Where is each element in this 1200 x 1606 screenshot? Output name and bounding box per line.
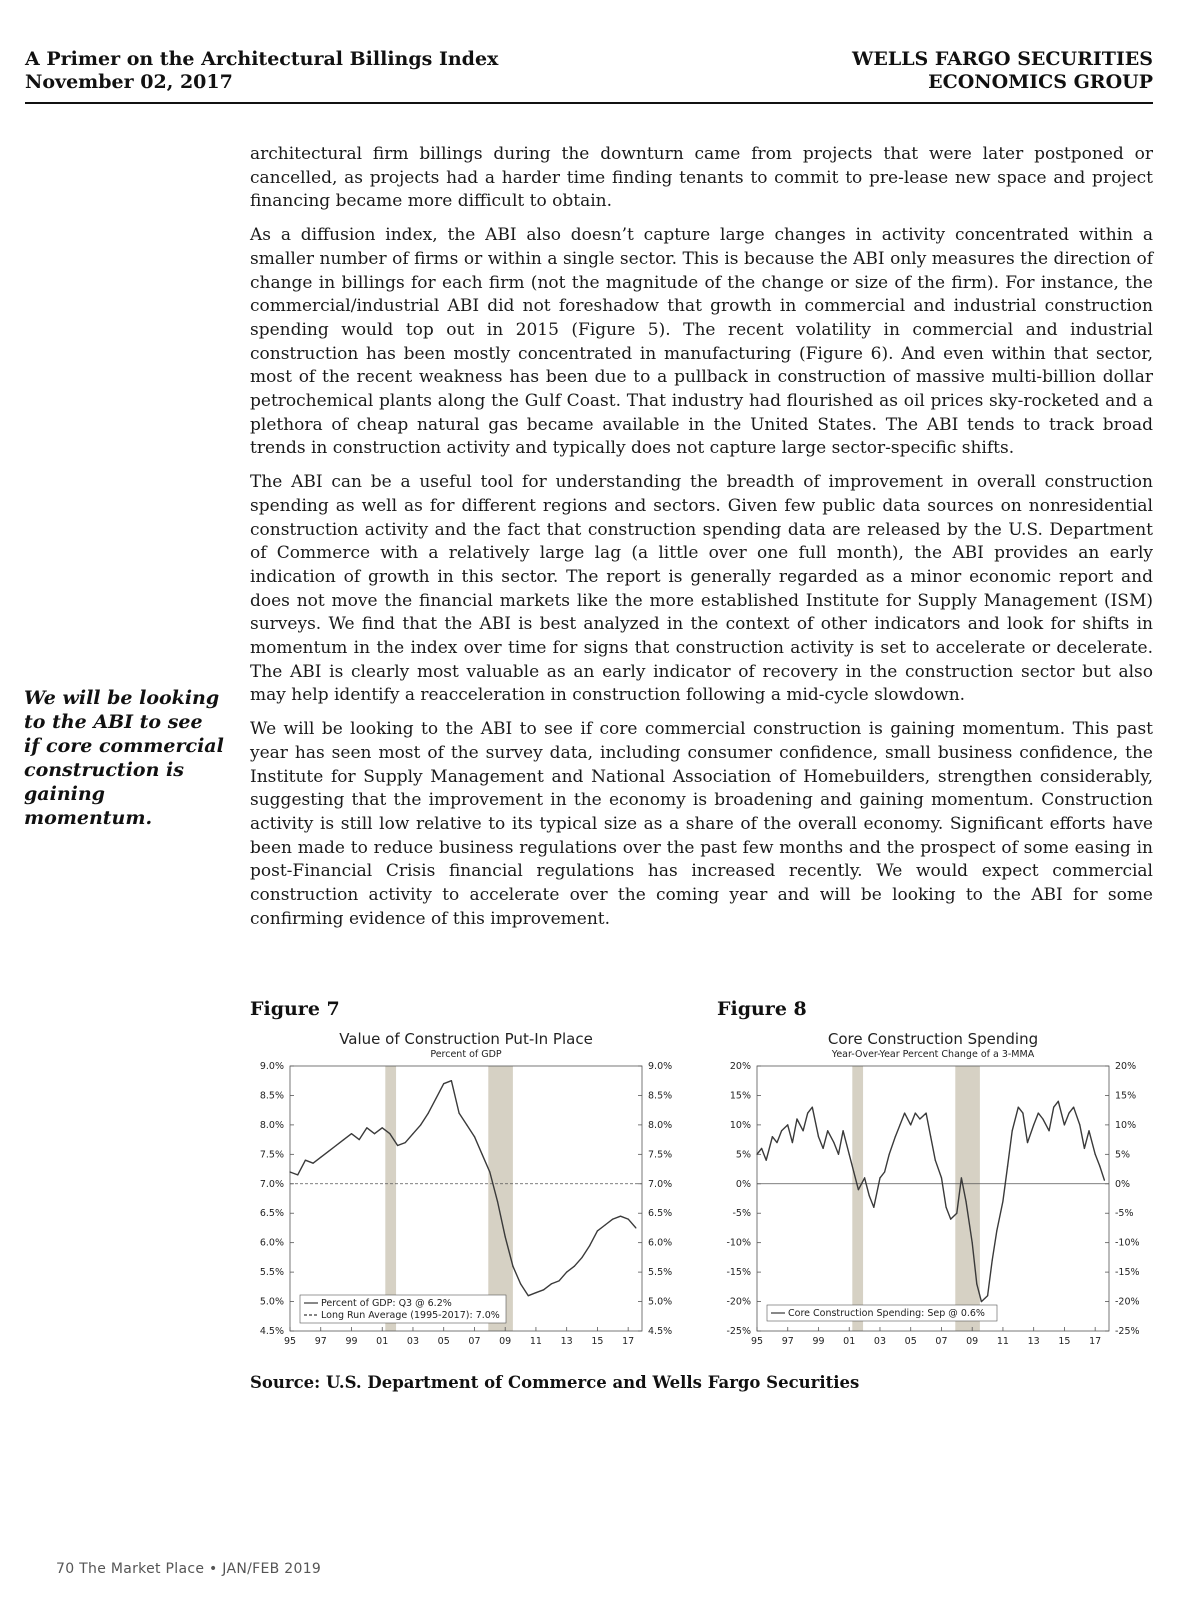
legend-entry: Long Run Average (1995-2017): 7.0%	[321, 1310, 500, 1321]
data-point	[1002, 1201, 1003, 1202]
data-point	[589, 1245, 590, 1246]
data-point	[612, 1219, 613, 1220]
data-point	[858, 1189, 859, 1190]
chart-subtitle: Percent of GDP	[430, 1049, 502, 1060]
x-tick-label: 13	[1027, 1336, 1040, 1347]
y-tick-label-right: 9.0%	[648, 1061, 673, 1072]
data-point	[305, 1160, 306, 1161]
running-header-right	[852, 48, 1153, 94]
data-point	[864, 1177, 865, 1178]
data-point	[466, 1124, 467, 1125]
margin-callout: We will be looking to the ABI to see if core commercial construction is gaining momentum.	[24, 687, 224, 829]
header-rule	[25, 102, 1153, 104]
y-tick-label-right: 0%	[1115, 1178, 1131, 1190]
recession-band	[385, 1066, 396, 1331]
data-point	[289, 1171, 290, 1172]
data-point	[965, 1201, 966, 1202]
data-point	[336, 1145, 337, 1146]
data-point	[935, 1160, 936, 1161]
data-point	[597, 1230, 598, 1231]
data-point	[451, 1080, 452, 1081]
body-text	[250, 143, 1153, 942]
data-point	[1073, 1107, 1074, 1108]
y-tick-label-right: 6.5%	[648, 1208, 673, 1220]
figure-8-label: Figure 8	[717, 998, 807, 1020]
data-point	[520, 1283, 521, 1284]
x-tick-label: 17	[1089, 1336, 1102, 1347]
data-point	[312, 1163, 313, 1164]
y-tick-label-right: 10%	[1115, 1119, 1137, 1131]
data-point	[297, 1174, 298, 1175]
data-point	[1068, 1113, 1069, 1114]
y-tick-label-right: 4.5%	[648, 1326, 673, 1337]
data-point	[328, 1151, 329, 1152]
data-point	[899, 1124, 900, 1125]
data-point	[930, 1136, 931, 1137]
data-point	[374, 1133, 375, 1134]
y-tick-label-right: -15%	[1115, 1267, 1140, 1279]
y-tick-label-left: 8.5%	[259, 1090, 284, 1102]
data-point	[833, 1142, 834, 1143]
chart-svg	[713, 1030, 1153, 1355]
x-tick-label: 05	[904, 1336, 917, 1347]
data-point	[853, 1171, 854, 1172]
data-point	[628, 1219, 629, 1220]
y-tick-label-right: 7.5%	[648, 1149, 673, 1161]
data-point	[366, 1127, 367, 1128]
data-point	[489, 1171, 490, 1172]
data-point	[889, 1154, 890, 1155]
y-tick-label-right: 7.0%	[648, 1178, 673, 1190]
org-group: ECONOMICS GROUP	[928, 71, 1153, 93]
data-point	[389, 1133, 390, 1134]
chart-subtitle: Year-Over-Year Percent Change of a 3-MMA	[831, 1049, 1035, 1060]
x-tick-label: 03	[873, 1336, 887, 1347]
data-point	[925, 1113, 926, 1114]
series-line	[290, 1081, 636, 1296]
data-point	[879, 1177, 880, 1178]
data-point	[987, 1295, 988, 1296]
y-tick-label-right: 15%	[1115, 1090, 1137, 1102]
x-tick-label: 99	[812, 1336, 825, 1347]
y-tick-label-left: 6.0%	[259, 1237, 284, 1249]
data-point	[474, 1136, 475, 1137]
y-tick-label-right: 5%	[1115, 1149, 1131, 1161]
y-tick-label-left: 6.5%	[259, 1208, 284, 1220]
data-point	[945, 1207, 946, 1208]
x-tick-label: 95	[750, 1336, 764, 1347]
data-point	[574, 1266, 575, 1267]
data-point	[1027, 1142, 1028, 1143]
data-point	[1042, 1118, 1043, 1119]
data-point	[605, 1224, 606, 1225]
x-tick-label: 11	[996, 1336, 1009, 1347]
y-tick-label-left: 0%	[735, 1178, 751, 1190]
data-point	[351, 1133, 352, 1134]
data-point	[976, 1283, 977, 1284]
data-point	[776, 1142, 777, 1143]
data-point	[528, 1295, 529, 1296]
data-point	[792, 1142, 793, 1143]
y-tick-label-right: 6.0%	[648, 1237, 673, 1249]
data-point	[842, 1130, 843, 1131]
figure-7-label: Figure 7	[250, 998, 340, 1020]
y-tick-label-left: -5%	[732, 1208, 751, 1220]
x-tick-label: 97	[781, 1336, 794, 1347]
data-point	[873, 1207, 874, 1208]
x-tick-label: 15	[591, 1336, 604, 1347]
y-tick-label-left: 4.5%	[259, 1326, 284, 1337]
data-point	[1088, 1130, 1089, 1131]
y-tick-label-left: 5.5%	[259, 1267, 284, 1279]
data-point	[822, 1148, 823, 1149]
data-point	[972, 1242, 973, 1243]
data-point	[1058, 1101, 1059, 1102]
data-point	[869, 1195, 870, 1196]
y-tick-label-left: 7.5%	[259, 1149, 284, 1161]
y-tick-label-right: -25%	[1115, 1326, 1140, 1337]
figure-8-chart	[713, 1030, 1153, 1355]
data-point	[796, 1118, 797, 1119]
series-line	[757, 1101, 1104, 1301]
y-tick-label-right: -5%	[1115, 1208, 1134, 1220]
org-name: WELLS FARGO SECURITIES	[852, 48, 1153, 70]
data-point	[412, 1133, 413, 1134]
data-point	[512, 1266, 513, 1267]
data-point	[756, 1154, 757, 1155]
data-point	[1012, 1130, 1013, 1131]
data-point	[397, 1145, 398, 1146]
y-tick-label-right: -20%	[1115, 1296, 1140, 1308]
x-tick-label: 17	[622, 1336, 635, 1347]
y-tick-label-right: 20%	[1115, 1061, 1137, 1072]
data-point	[838, 1154, 839, 1155]
data-point	[405, 1142, 406, 1143]
chart-title: Value of Construction Put-In Place	[339, 1030, 593, 1048]
data-point	[981, 1301, 982, 1302]
x-tick-label: 07	[935, 1336, 948, 1347]
data-point	[1104, 1180, 1105, 1181]
data-point	[435, 1098, 436, 1099]
x-tick-label: 07	[468, 1336, 481, 1347]
x-tick-label: 11	[529, 1336, 542, 1347]
data-point	[535, 1292, 536, 1293]
data-point	[551, 1283, 552, 1284]
legend-entry: Core Construction Spending: Sep @ 0.6%	[788, 1308, 985, 1319]
y-tick-label-left: 5%	[735, 1149, 751, 1161]
data-point	[919, 1118, 920, 1119]
y-tick-label-right: -10%	[1115, 1237, 1140, 1249]
data-point	[343, 1139, 344, 1140]
recession-band	[488, 1066, 513, 1331]
data-point	[803, 1130, 804, 1131]
paragraph: As a diffusion index, the ABI also doesn’t capture large changes in activity concentrated within a smaller number of firms or within a single sector. This is because the ABI only measures the direction of change in billings for each firm (not the magnitude of the change or size of the firm). For instance, the commercial/industrial ABI did not foreshadow that growth in commercial and industrial construction spending would top out in 2015 (Figure 5). The recent volatility in commercial and industrial construction has been mostly concentrated in manufacturing (Figure 6). And even within that sector, most of the recent weakness has been due to a pullback in construction of massive multi-billion dollar petrochemical plants along the Gulf Coast. That industry had flourished as oil prices sky-rocketed and a plethora of cheap natural gas became available in the United States. The ABI tends to track broad trends in construction activity and typically does not capture large sector-specific shifts.	[250, 225, 1153, 459]
y-tick-label-right: 8.5%	[648, 1090, 673, 1102]
data-point	[904, 1113, 905, 1114]
doc-date: November 02, 2017	[25, 71, 233, 93]
data-point	[1084, 1148, 1085, 1149]
x-tick-label: 09	[499, 1336, 512, 1347]
data-point	[807, 1113, 808, 1114]
x-tick-label: 99	[345, 1336, 358, 1347]
data-point	[320, 1157, 321, 1158]
doc-title: A Primer on the Architectural Billings Index	[25, 48, 499, 70]
data-point	[458, 1113, 459, 1114]
data-point	[895, 1136, 896, 1137]
figure-7-chart	[246, 1030, 686, 1355]
x-tick-label: 15	[1058, 1336, 1071, 1347]
data-point	[915, 1113, 916, 1114]
data-point	[761, 1148, 762, 1149]
source-note: Source: U.S. Department of Commerce and Wells Fargo Securities	[250, 1373, 860, 1392]
x-tick-label: 01	[843, 1336, 856, 1347]
data-point	[497, 1201, 498, 1202]
data-point	[827, 1130, 828, 1131]
recession-band	[852, 1066, 863, 1331]
data-point	[566, 1272, 567, 1273]
data-point	[941, 1177, 942, 1178]
x-tick-label: 95	[283, 1336, 297, 1347]
data-point	[1022, 1113, 1023, 1114]
data-point	[884, 1171, 885, 1172]
x-tick-label: 97	[314, 1336, 327, 1347]
data-point	[543, 1289, 544, 1290]
data-point	[1048, 1130, 1049, 1131]
y-tick-label-right: 5.0%	[648, 1296, 673, 1308]
x-tick-label: 05	[437, 1336, 450, 1347]
x-tick-label: 01	[376, 1336, 389, 1347]
data-point	[812, 1107, 813, 1108]
paragraph: We will be looking to the ABI to see if core commercial construction is gaining momentum. This past year has seen most of the survey data, including consumer confidence, small business confidence, the Institute for Supply Management and National Association of Homebuilders, strengthen considerably, suggesting that the improvement in the economy is broadening and gaining momentum. Construction activity is still low relative to its typical size as a share of the overall economy. Significant efforts have been made to reduce business regulations over the past few months and the prospect of some easing in post-Financial Crisis financial regulations has increased recently. We would expect commercial construction activity to accelerate over the coming year and will be looking to the ABI for some confirming evidence of this improvement.	[250, 719, 1153, 929]
x-tick-label: 03	[406, 1336, 420, 1347]
x-tick-label: 13	[560, 1336, 573, 1347]
page-footer: 70 The Market Place • JAN/FEB 2019	[56, 1561, 322, 1577]
data-point	[620, 1216, 621, 1217]
data-point	[772, 1136, 773, 1137]
x-tick-label: 09	[966, 1336, 979, 1347]
y-tick-label-left: 9.0%	[259, 1061, 284, 1072]
y-tick-label-left: -15%	[726, 1267, 751, 1279]
data-point	[558, 1280, 559, 1281]
data-point	[420, 1124, 421, 1125]
data-point	[505, 1236, 506, 1237]
data-point	[950, 1219, 951, 1220]
y-tick-label-left: 20%	[729, 1061, 751, 1072]
data-point	[961, 1177, 962, 1178]
y-tick-label-left: 8.0%	[259, 1119, 284, 1131]
y-tick-label-right: 5.5%	[648, 1267, 673, 1279]
data-point	[443, 1083, 444, 1084]
data-point	[1053, 1107, 1054, 1108]
data-point	[787, 1124, 788, 1125]
y-tick-label-left: 15%	[729, 1090, 751, 1102]
data-point	[1079, 1124, 1080, 1125]
plot-frame	[290, 1066, 642, 1331]
data-point	[992, 1260, 993, 1261]
data-point	[428, 1113, 429, 1114]
y-tick-label-left: 10%	[729, 1119, 751, 1131]
data-point	[1007, 1166, 1008, 1167]
y-tick-label-left: -25%	[726, 1326, 751, 1337]
paragraph: architectural firm billings during the downturn came from projects that were later postponed or cancelled, as projects had a harder time finding tenants to commit to pre-lease new space and project financing became more difficult to obtain.	[250, 144, 1153, 212]
data-point	[956, 1213, 957, 1214]
data-point	[635, 1227, 636, 1228]
y-tick-label-right: 8.0%	[648, 1119, 673, 1131]
data-point	[1095, 1154, 1096, 1155]
running-header-left	[25, 48, 498, 94]
data-point	[996, 1230, 997, 1231]
data-point	[382, 1127, 383, 1128]
paragraph: The ABI can be a useful tool for understanding the breadth of improvement in overall construction spending as well as for different regions and sectors. Given few public data sources on nonresidential construction activity and the fact that construction spending data are released by the U.S. Department of Commerce with a relatively large lag (a little over one full month), the ABI provides an early indication of growth in this sector. The report is generally regarded as a minor economic report and does not move the financial markets like the more established Institute for Supply Management (ISM) surveys. We find that the ABI is best analyzed in the context of other indicators and look for shifts in momentum in the index over time for signs that construction activity is set to accelerate or decelerate. The ABI is clearly most valuable as an early indicator of recovery in the construction sector but also may help identify a reacceleration in construction following a mid-cycle slowdown.	[250, 472, 1153, 706]
chart-title: Core Construction Spending	[827, 1030, 1039, 1048]
data-point	[359, 1139, 360, 1140]
data-point	[818, 1136, 819, 1137]
data-point	[1099, 1166, 1100, 1167]
y-tick-label-left: 5.0%	[259, 1296, 284, 1308]
legend-entry: Percent of GDP: Q3 @ 6.2%	[321, 1298, 452, 1309]
data-point	[1018, 1107, 1019, 1108]
data-point	[1033, 1124, 1034, 1125]
data-point	[482, 1154, 483, 1155]
data-point	[766, 1160, 767, 1161]
data-point	[781, 1130, 782, 1131]
data-point	[1038, 1113, 1039, 1114]
y-tick-label-left: 7.0%	[259, 1178, 284, 1190]
y-tick-label-left: -20%	[726, 1296, 751, 1308]
chart-svg	[246, 1030, 686, 1355]
data-point	[910, 1124, 911, 1125]
plot-frame	[757, 1066, 1109, 1331]
data-point	[1064, 1124, 1065, 1125]
data-point	[849, 1154, 850, 1155]
y-tick-label-left: -10%	[726, 1237, 751, 1249]
data-point	[581, 1257, 582, 1258]
